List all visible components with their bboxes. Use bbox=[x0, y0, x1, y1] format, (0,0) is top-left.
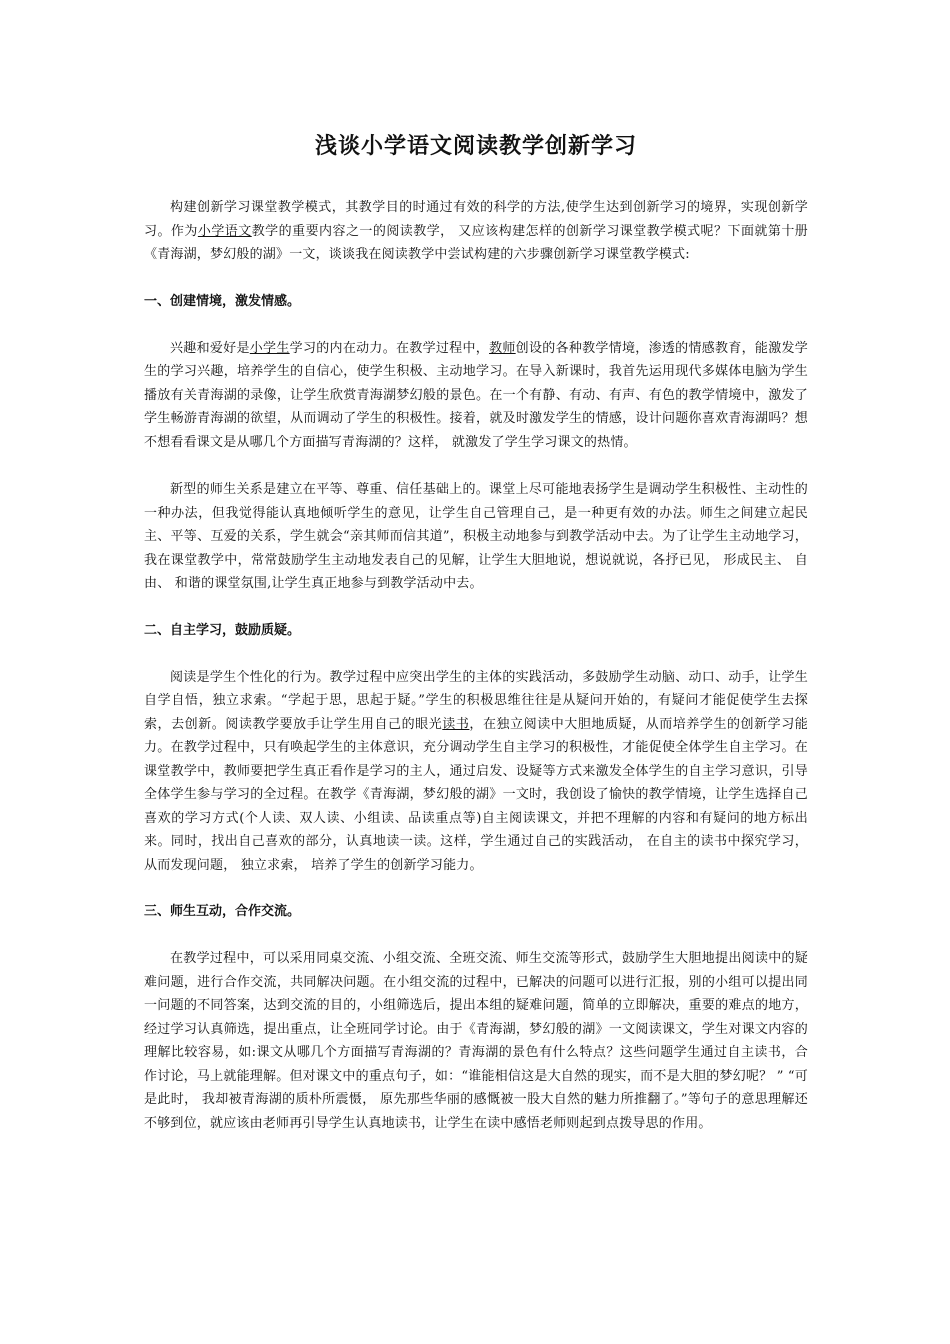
section-2-paragraph-1 bbox=[144, 666, 808, 878]
intro-text-2: 教学的重要内容之一的阅读教学， 又应该构建怎样的创新学习课堂教学模式呢？下面就第十册《青海湖，梦幻般的湖》一文，谈谈我在阅读教学中尝试构建的六步骤创新学习课堂教学模式: bbox=[144, 223, 808, 262]
intro-paragraph bbox=[144, 196, 808, 267]
link-xiaoxue-yuwen[interactable]: 小学语文 bbox=[197, 223, 252, 239]
document-page bbox=[144, 130, 808, 1159]
section-1-paragraph-2: 新型的师生关系是建立在平等、尊重、信任基础上的。课堂上尽可能地表扬学生是调动学生积极性、主动性的一种办法，但我觉得能认真地倾听学生的意见，让学生自己管理自己，是一种更有效的办法。师生之间建立起民主、平等、互爱的关系，学生就会“亲其师而信其道”，积极主动地参与到教学活动中去。为了让学生主动地学习，我在课堂教学中，常常鼓励学生主动地发表自己的见解，让学生大胆地说，想说就说，各抒已见， 形成民主、 自由、 和谐的课堂氛围,让学生真正地参与到教学活动中去。 bbox=[144, 482, 808, 591]
intro-text-1: 构建创新学习课堂教学模式，其教学目的时通过有效的科学的方法,使学生达到创新学习的境界，实现创新学习。作为 bbox=[144, 200, 808, 239]
link-dushu[interactable]: 读书 bbox=[442, 716, 470, 732]
section-1-paragraph-1 bbox=[144, 337, 808, 455]
link-jiaoshi[interactable]: 教师 bbox=[489, 340, 516, 356]
s1p1-text-2: 学习的内在动力。在教学过程中， bbox=[289, 340, 490, 356]
s1p1-text-3: 创设的各种教学情境，渗透的情感教育，能激发学生的学习兴趣，培养学生的自信心，使学生积极、主动地学习。在导入新课时，我首先运用现代多媒体电脑为学生播放有关青海湖的录像，让学生欣赏青海湖梦幻般的景色。在一个有静、有动、有声、有色的教学情境中，激发了学生畅游青海湖的欲望，从而调动了学生的积极性。接着，就及时激发学生的情感，设计问题你喜欢青海湖吗？想不想看看课文是从哪几个方面描写青海湖的？这样， 就激发了学生学习课文的热情。 bbox=[144, 340, 809, 450]
document-title: 浅谈小学语文阅读教学创新学习 bbox=[314, 133, 637, 159]
section-3-paragraph-1: 在教学过程中，可以采用同桌交流、小组交流、全班交流、师生交流等形式，鼓励学生大胆地提出阅读中的疑难问题，进行合作交流，共同解决问题。在小组交流的过程中，已解决的问题可以进行汇报，别的小组可以提出同一问题的不同答案，达到交流的目的，小组筛选后，提出本组的疑难问题，简单的立即解决，重要的难点的地方，经过学习认真筛选，提出重点，让全班同学讨论。由于《青海湖，梦幻般的湖》一文阅读课文，学生对课文内容的理解比较容易，如:课文从哪几个方面描写青海湖的？青海湖的景色有什么特点？这些问题学生通过自主读书，合作讨论，马上就能理解。但对课文中的重点句子，如：“谁能相信这是大自然的现实，而不是大胆的梦幻呢？ ” “可是此时， 我却被青海湖的质朴所震慑， 原先那些华丽的感慨被一股大自然的魅力所推翻了。”等句子的意思理解还不够到位，就应该由老师再引导学生认真地读书，让学生在读中感悟老师则起到点拨导思的作用。 bbox=[144, 951, 808, 1131]
s2p1-text-1: 阅读是学生个性化的行为。教学过程中应突出学生的主体的实践活动，多鼓励学生动脑、动口、动手，让学生自学自悟，独立求索。“学起于思，思起于疑。”学生的积极思维往往是从疑问开始的，有疑问才能促使学生去探索，去创新。阅读教学要放手让学生用自己的眼光 bbox=[144, 669, 808, 732]
s2p1-text-2: ，在独立阅读中大胆地质疑，从而培养学生的创新学习能力。在教学过程中，只有唤起学生的主体意识，充分调动学生自主学习的积极性，才能促使全体学生自主学习。在课堂教学中，教师要把学生真正看作是学习的主人，通过启发、设疑等方式来激发全体学生的自主学习意识，引导全体学生参与学习的全过程。在教学《青海湖，梦幻般的湖》一文时，我创设了愉快的教学情境，让学生选择自己喜欢的学习方式(个人读、双人读、小组读、品读重点等)自主阅读课文，并把不理解的内容和有疑问的地方标出来。同时，找出自己喜欢的部分，认真地读一读。这样，学生通过自己的实践活动， 在自主的读书中探究学习， 从而发现问题， 独立求索， 培养了学生的创新学习能力。 bbox=[144, 716, 808, 873]
section-3-heading: 三、师生互动，合作交流。 bbox=[144, 904, 301, 919]
section-2-heading: 二、自主学习，鼓励质疑。 bbox=[144, 622, 301, 638]
s1p1-text-1: 兴趣和爱好是 bbox=[170, 340, 250, 356]
section-1-heading: 一、创建情境，激发情感。 bbox=[144, 293, 301, 309]
link-xiaoxuesheng[interactable]: 小学生 bbox=[249, 340, 290, 356]
